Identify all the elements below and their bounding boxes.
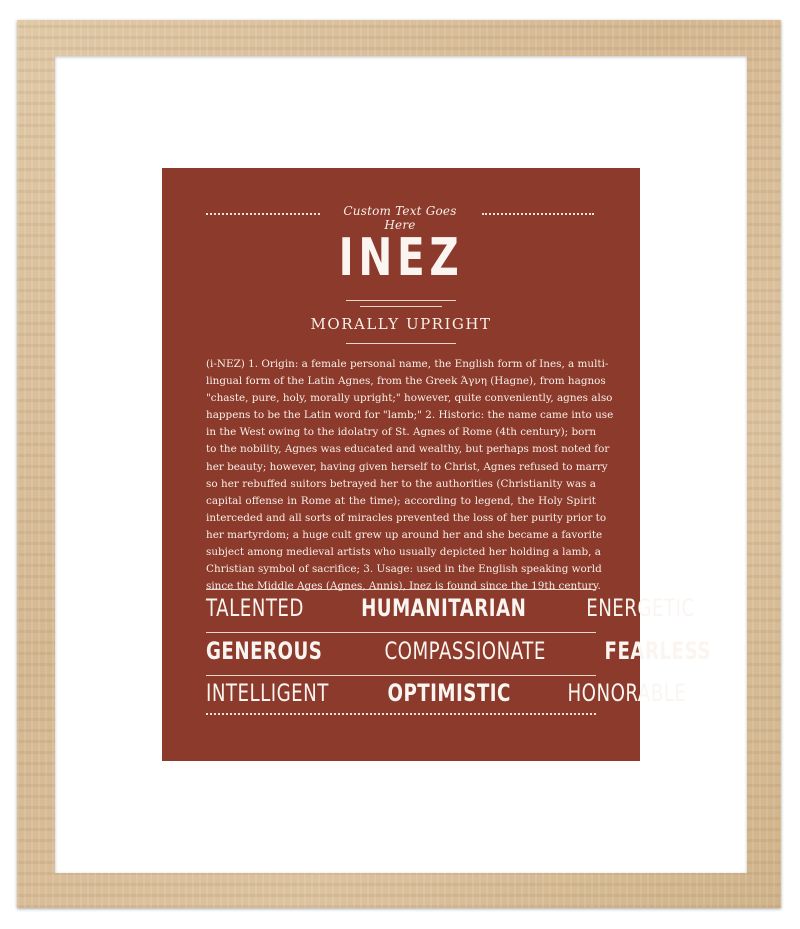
trait-row-1 bbox=[206, 594, 695, 628]
definition-line: subject among medieval artists who usually depicted her holding a lamb, a bbox=[206, 546, 601, 559]
trait-word: HUMANITARIAN bbox=[360, 594, 527, 622]
definition-line: in the West owing to the idolatry of St. Agnes of Rome (4th century); born bbox=[206, 426, 597, 439]
bottom-dotted-rule bbox=[206, 713, 596, 715]
definition-line: lingual form of the Latin Agnes, from the Greek Άγνη (Hagne), from hagnos bbox=[206, 375, 606, 388]
meaning-underline bbox=[346, 343, 456, 344]
definition-line: interceded and all sorts of miracles prevented the loss of her purity prior to bbox=[206, 511, 607, 524]
definition-line: her martyrdom; a huge cult grew up around her and she became a favorite bbox=[206, 528, 603, 541]
definition-line: to the nobility, Agnes was educated and wealthy, but perhaps most noted for bbox=[206, 443, 610, 456]
trait-word: TALENTED bbox=[206, 594, 304, 622]
definition-line: capital offense in Rome at the time); according to legend, the Holy Spirit bbox=[206, 494, 596, 507]
trait-word: FEARLESS bbox=[604, 637, 712, 665]
trait-row-3 bbox=[206, 679, 687, 713]
definition-line: her beauty; however, having given herself to Christ, Agnes refused to marry bbox=[206, 460, 608, 473]
trait-word: GENEROUS bbox=[206, 637, 323, 665]
traits-rule-2 bbox=[206, 675, 596, 676]
trait-word: OPTIMISTIC bbox=[387, 679, 511, 707]
definition-line: so her rebuffed suitors betrayed her to the authorities (Christianity was a bbox=[206, 477, 596, 490]
definition-line: happens to be the Latin word for "lamb;" 2. Historic: the name came into use bbox=[206, 409, 614, 422]
right-dotted-rule bbox=[482, 213, 594, 215]
definition-line: "chaste, pure, holy, morally upright;" however, quite conveniently, agnes also bbox=[206, 392, 613, 405]
trait-word: INTELLIGENT bbox=[206, 679, 329, 707]
traits-top-rule bbox=[206, 589, 596, 590]
name-title: INEZ bbox=[338, 228, 464, 288]
trait-word: COMPASSIONATE bbox=[384, 637, 546, 665]
trait-word: ENERGETIC bbox=[586, 594, 695, 622]
definition-line: since the Middle Ages (Agnes, Annis), Inez is found since the 19th century. bbox=[206, 580, 601, 593]
name-underline-bottom bbox=[360, 306, 442, 307]
trait-row-2 bbox=[206, 637, 712, 671]
name-definition bbox=[206, 356, 614, 595]
name-underline-top bbox=[346, 300, 456, 301]
left-dotted-rule bbox=[206, 213, 320, 215]
definition-line: (i-NEZ) 1. Origin: a female personal name, the English form of Ines, a multi- bbox=[206, 358, 609, 370]
trait-word: HONORABLE bbox=[567, 679, 687, 707]
traits-rule-1 bbox=[206, 632, 596, 633]
custom-text-row bbox=[206, 204, 594, 232]
definition-line: Christian symbol of sacrifice; 3. Usage: used in the English speaking world bbox=[206, 563, 602, 576]
name-meaning: MORALLY UPRIGHT bbox=[310, 315, 492, 333]
custom-text: Custom Text Goes Here bbox=[343, 204, 457, 232]
